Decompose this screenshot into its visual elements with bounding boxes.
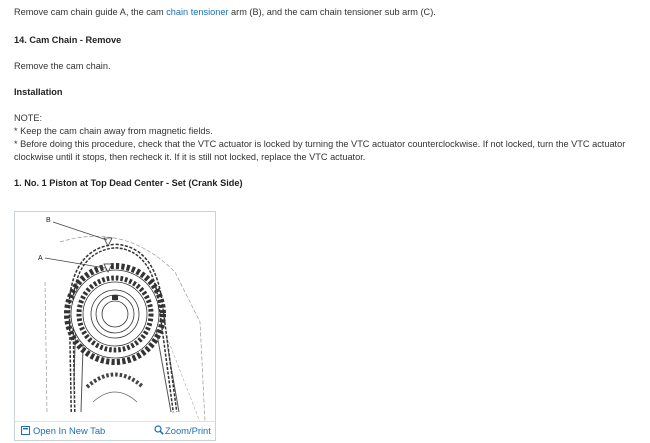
open-in-new-tab-icon: [21, 426, 30, 437]
cam-chain-diagram[interactable]: [15, 212, 215, 422]
section-14-title: 14. Cam Chain - Remove: [14, 35, 122, 45]
step-1-title: 1. No. 1 Piston at Top Dead Center - Set (Crank Side): [14, 178, 243, 188]
section-14-body: Remove the cam chain.: [14, 61, 111, 71]
figure-toolbar: [15, 421, 215, 440]
open-in-new-tab-label: Open In New Tab: [33, 425, 106, 436]
chain-tensioner-link[interactable]: chain tensioner: [166, 7, 229, 17]
zoom-print-label: Zoom/Print: [165, 425, 211, 436]
label-a: A: [38, 255, 43, 262]
note-label: NOTE:: [14, 113, 43, 123]
installation-title: Installation: [14, 87, 63, 97]
figure-panel: [14, 211, 216, 441]
magnifier-icon: [154, 425, 164, 437]
note-item-2-line-1: * Before doing this procedure, check that the VTC actuator is locked by turning the VTC actuator counterclockwise. If not locked, turn the VTC actuator: [14, 139, 626, 149]
zoom-print-button[interactable]: [154, 425, 211, 437]
intro-text-before: Remove cam chain guide A, the cam: [14, 7, 167, 17]
note-item-2-line-2: clockwise until it stops, then recheck it. If it is still not locked, replace the VTC actuator.: [14, 152, 366, 162]
note-item-1: * Keep the cam chain away from magnetic fields.: [14, 126, 213, 136]
open-in-new-tab-button[interactable]: [21, 425, 105, 437]
step-intro-text: [14, 6, 436, 18]
intro-text-after: arm (B), and the cam chain tensioner sub arm (C).: [228, 7, 436, 17]
label-b: B: [46, 217, 51, 224]
